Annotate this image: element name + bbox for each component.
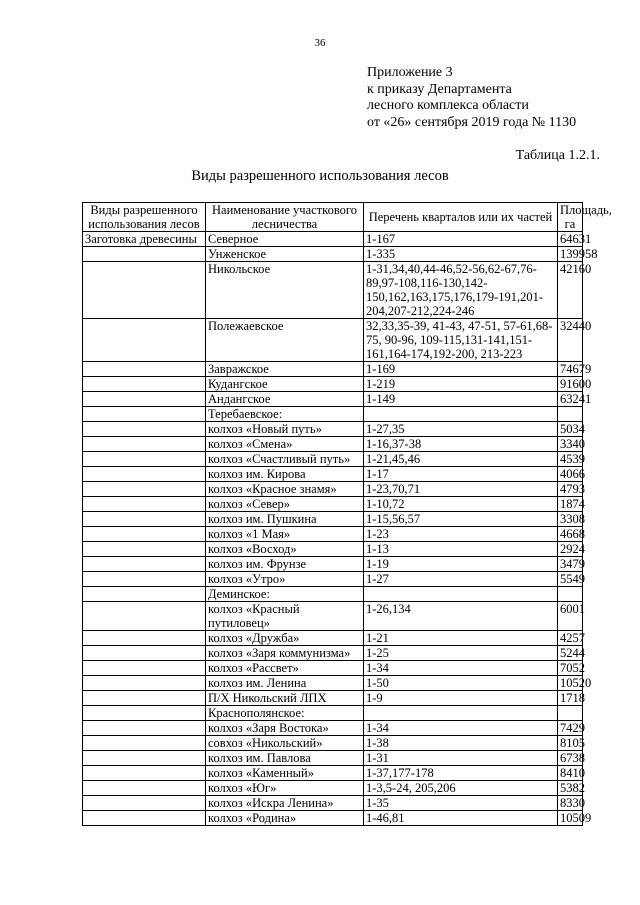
use-type-cell	[83, 407, 206, 422]
area-cell: 7052	[558, 661, 583, 676]
table-row	[83, 512, 583, 527]
forestry-name-cell: Никольское	[206, 262, 364, 319]
area-cell	[558, 407, 583, 422]
use-type-cell	[83, 572, 206, 587]
quarters-cell: 1-17	[364, 467, 558, 482]
forestry-name-cell: Северное	[206, 232, 364, 247]
table-row	[83, 706, 583, 721]
use-type-cell	[83, 377, 206, 392]
forestry-name-cell: колхоз «Родина»	[206, 811, 364, 826]
table-row	[83, 319, 583, 362]
area-cell: 3340	[558, 437, 583, 452]
quarters-cell: 1-16,37-38	[364, 437, 558, 452]
appendix-line-3: лесного комплекса области	[367, 98, 529, 113]
use-type-cell	[83, 766, 206, 781]
table-row	[83, 557, 583, 572]
table-label: Таблица 1.2.1.	[515, 148, 600, 163]
quarters-cell: 1-21,45,46	[364, 452, 558, 467]
forestry-name-cell: совхоз «Никольский»	[206, 736, 364, 751]
table-row	[83, 262, 583, 319]
forestry-name-cell: колхоз им. Кирова	[206, 467, 364, 482]
table-row	[83, 602, 583, 631]
use-type-cell	[83, 557, 206, 572]
quarters-cell	[364, 587, 558, 602]
table-row	[83, 422, 583, 437]
use-type-cell	[83, 392, 206, 407]
quarters-cell: 32,33,35-39, 41-43, 47-51, 57-61,68-75, 90-96, 109-115,131-141,151-161,164-174,192-200, 213-223	[364, 319, 558, 362]
forestry-name-cell: Завражское	[206, 362, 364, 377]
quarters-cell: 1-335	[364, 247, 558, 262]
quarters-cell: 1-31,34,40,44-46,52-56,62-67,76-89,97-108,116-130,142-150,162,163,175,176,179-191,201-204,207-212,224-246	[364, 262, 558, 319]
area-cell: 3308	[558, 512, 583, 527]
quarters-cell: 1-13	[364, 542, 558, 557]
area-cell: 10520	[558, 676, 583, 691]
use-type-cell	[83, 527, 206, 542]
use-type-cell	[83, 811, 206, 826]
table-row	[83, 691, 583, 706]
forestry-name-cell: колхоз «Каменный»	[206, 766, 364, 781]
table-header-row	[83, 203, 583, 232]
area-cell: 5034	[558, 422, 583, 437]
quarters-cell	[364, 706, 558, 721]
use-type-cell	[83, 661, 206, 676]
area-cell: 8330	[558, 796, 583, 811]
area-cell: 42160	[558, 262, 583, 319]
forestry-name-cell: Кудангское	[206, 377, 364, 392]
quarters-cell: 1-37,177-178	[364, 766, 558, 781]
use-type-cell	[83, 319, 206, 362]
forestry-name-cell: колхоз им. Ленина	[206, 676, 364, 691]
quarters-cell	[364, 407, 558, 422]
quarters-cell: 1-31	[364, 751, 558, 766]
page-number: 36	[314, 37, 326, 49]
quarters-cell: 1-3,5-24, 205,206	[364, 781, 558, 796]
area-cell: 64631	[558, 232, 583, 247]
use-type-cell	[83, 631, 206, 646]
quarters-cell: 1-46,81	[364, 811, 558, 826]
appendix-line-1: Приложение 3	[367, 65, 453, 80]
quarters-cell: 1-15,56,57	[364, 512, 558, 527]
use-type-cell	[83, 796, 206, 811]
use-type-cell: Заготовка древесины	[83, 232, 206, 247]
area-cell: 1874	[558, 497, 583, 512]
area-cell: 8105	[558, 736, 583, 751]
use-type-cell	[83, 587, 206, 602]
area-cell: 8410	[558, 766, 583, 781]
table-row	[83, 646, 583, 661]
header-forestry: Наименование участкового лесничества	[206, 203, 364, 232]
forestry-name-cell: Унженское	[206, 247, 364, 262]
forestry-name-cell: Краснополянское:	[206, 706, 364, 721]
table-row	[83, 377, 583, 392]
area-cell: 7429	[558, 721, 583, 736]
forestry-name-cell: колхоз «Юг»	[206, 781, 364, 796]
table-row	[83, 247, 583, 262]
table-row	[83, 542, 583, 557]
area-cell: 2924	[558, 542, 583, 557]
table-row	[83, 721, 583, 736]
area-cell: 4539	[558, 452, 583, 467]
use-type-cell	[83, 262, 206, 319]
use-type-cell	[83, 781, 206, 796]
table-row	[83, 362, 583, 377]
area-cell: 139958	[558, 247, 583, 262]
area-cell	[558, 587, 583, 602]
use-type-cell	[83, 646, 206, 661]
table-row	[83, 407, 583, 422]
area-cell: 4257	[558, 631, 583, 646]
forestry-name-cell: колхоз «Дружба»	[206, 631, 364, 646]
use-type-cell	[83, 452, 206, 467]
table-row	[83, 811, 583, 826]
quarters-cell: 1-25	[364, 646, 558, 661]
use-type-cell	[83, 602, 206, 631]
use-type-cell	[83, 512, 206, 527]
table-row	[83, 497, 583, 512]
quarters-cell: 1-149	[364, 392, 558, 407]
forestry-name-cell: Теребаевское:	[206, 407, 364, 422]
forestry-name-cell: колхоз «1 Мая»	[206, 527, 364, 542]
forestry-name-cell: колхоз «Счастливый путь»	[206, 452, 364, 467]
table-row	[83, 467, 583, 482]
quarters-cell: 1-50	[364, 676, 558, 691]
quarters-cell: 1-34	[364, 661, 558, 676]
forestry-name-cell: колхоз «Север»	[206, 497, 364, 512]
table-row	[83, 661, 583, 676]
quarters-cell: 1-9	[364, 691, 558, 706]
area-cell: 5549	[558, 572, 583, 587]
use-type-cell	[83, 362, 206, 377]
quarters-cell: 1-21	[364, 631, 558, 646]
quarters-cell: 1-38	[364, 736, 558, 751]
table-row	[83, 232, 583, 247]
forestry-name-cell: П/Х Никольский ЛПХ	[206, 691, 364, 706]
quarters-cell: 1-219	[364, 377, 558, 392]
quarters-cell: 1-34	[364, 721, 558, 736]
quarters-cell: 1-27,35	[364, 422, 558, 437]
forestry-name-cell: колхоз «Красный путиловец»	[206, 602, 364, 631]
area-cell: 74679	[558, 362, 583, 377]
table-row	[83, 796, 583, 811]
forestry-name-cell: колхоз «Искра Ленина»	[206, 796, 364, 811]
forestry-name-cell: колхоз «Рассвет»	[206, 661, 364, 676]
area-cell: 6738	[558, 751, 583, 766]
quarters-cell: 1-27	[364, 572, 558, 587]
area-cell: 4793	[558, 482, 583, 497]
appendix-line-4: от «26» сентября 2019 года № 1130	[367, 114, 577, 130]
table-row	[83, 676, 583, 691]
area-cell: 4668	[558, 527, 583, 542]
forestry-name-cell: колхоз им. Павлова	[206, 751, 364, 766]
area-cell: 10509	[558, 811, 583, 826]
quarters-cell: 1-167	[364, 232, 558, 247]
header-area: Площадь, га	[558, 203, 583, 232]
area-cell: 6001	[558, 602, 583, 631]
use-type-cell	[83, 676, 206, 691]
forestry-name-cell: колхоз «Восход»	[206, 542, 364, 557]
table-row	[83, 736, 583, 751]
use-type-cell	[83, 437, 206, 452]
table-body	[83, 232, 598, 826]
use-type-cell	[83, 542, 206, 557]
forestry-name-cell: колхоз «Новый путь»	[206, 422, 364, 437]
use-type-cell	[83, 422, 206, 437]
table-row	[83, 587, 583, 602]
forestry-name-cell: Андангское	[206, 392, 364, 407]
area-cell: 63241	[558, 392, 583, 407]
forestry-name-cell: колхоз им. Фрунзе	[206, 557, 364, 572]
area-cell	[558, 706, 583, 721]
appendix-block	[367, 65, 576, 131]
use-type-cell	[83, 706, 206, 721]
quarters-cell: 1-169	[364, 362, 558, 377]
table-row	[83, 631, 583, 646]
forestry-name-cell: колхоз «Утро»	[206, 572, 364, 587]
forestry-name-cell: колхоз «Смена»	[206, 437, 364, 452]
quarters-cell: 1-19	[364, 557, 558, 572]
use-type-cell	[83, 467, 206, 482]
use-type-cell	[83, 497, 206, 512]
table-row	[83, 781, 583, 796]
area-cell: 91600	[558, 377, 583, 392]
use-type-cell	[83, 691, 206, 706]
forest-use-table	[82, 202, 612, 826]
forestry-name-cell: колхоз им. Пушкина	[206, 512, 364, 527]
area-cell: 1718	[558, 691, 583, 706]
use-type-cell	[83, 247, 206, 262]
table-row	[83, 751, 583, 766]
appendix-line-2: к приказу Департамента	[367, 81, 512, 97]
forestry-name-cell: колхоз «Заря Востока»	[206, 721, 364, 736]
forestry-name-cell: Деминское:	[206, 587, 364, 602]
use-type-cell	[83, 736, 206, 751]
header-quarters: Перечень кварталов или их частей	[364, 203, 558, 232]
table-row	[83, 482, 583, 497]
quarters-cell: 1-10,72	[364, 497, 558, 512]
area-cell: 4066	[558, 467, 583, 482]
table-row	[83, 766, 583, 781]
area-cell: 5244	[558, 646, 583, 661]
area-cell: 5382	[558, 781, 583, 796]
quarters-cell: 1-23,70,71	[364, 482, 558, 497]
document-title: Виды разрешенного использования лесов	[191, 168, 449, 184]
area-cell: 32440	[558, 319, 583, 362]
use-type-cell	[83, 751, 206, 766]
quarters-cell: 1-35	[364, 796, 558, 811]
table-row	[83, 572, 583, 587]
quarters-cell: 1-26,134	[364, 602, 558, 631]
use-type-cell	[83, 721, 206, 736]
table-row	[83, 527, 583, 542]
header-use-type: Виды разрешенного использования лесов	[83, 203, 206, 232]
table-row	[83, 392, 583, 407]
table-row	[83, 452, 583, 467]
use-type-cell	[83, 482, 206, 497]
forestry-name-cell: колхоз «Заря коммунизма»	[206, 646, 364, 661]
quarters-cell: 1-23	[364, 527, 558, 542]
table-row	[83, 437, 583, 452]
forestry-name-cell: Полежаевское	[206, 319, 364, 362]
forestry-name-cell: колхоз «Красное знамя»	[206, 482, 364, 497]
area-cell: 3479	[558, 557, 583, 572]
